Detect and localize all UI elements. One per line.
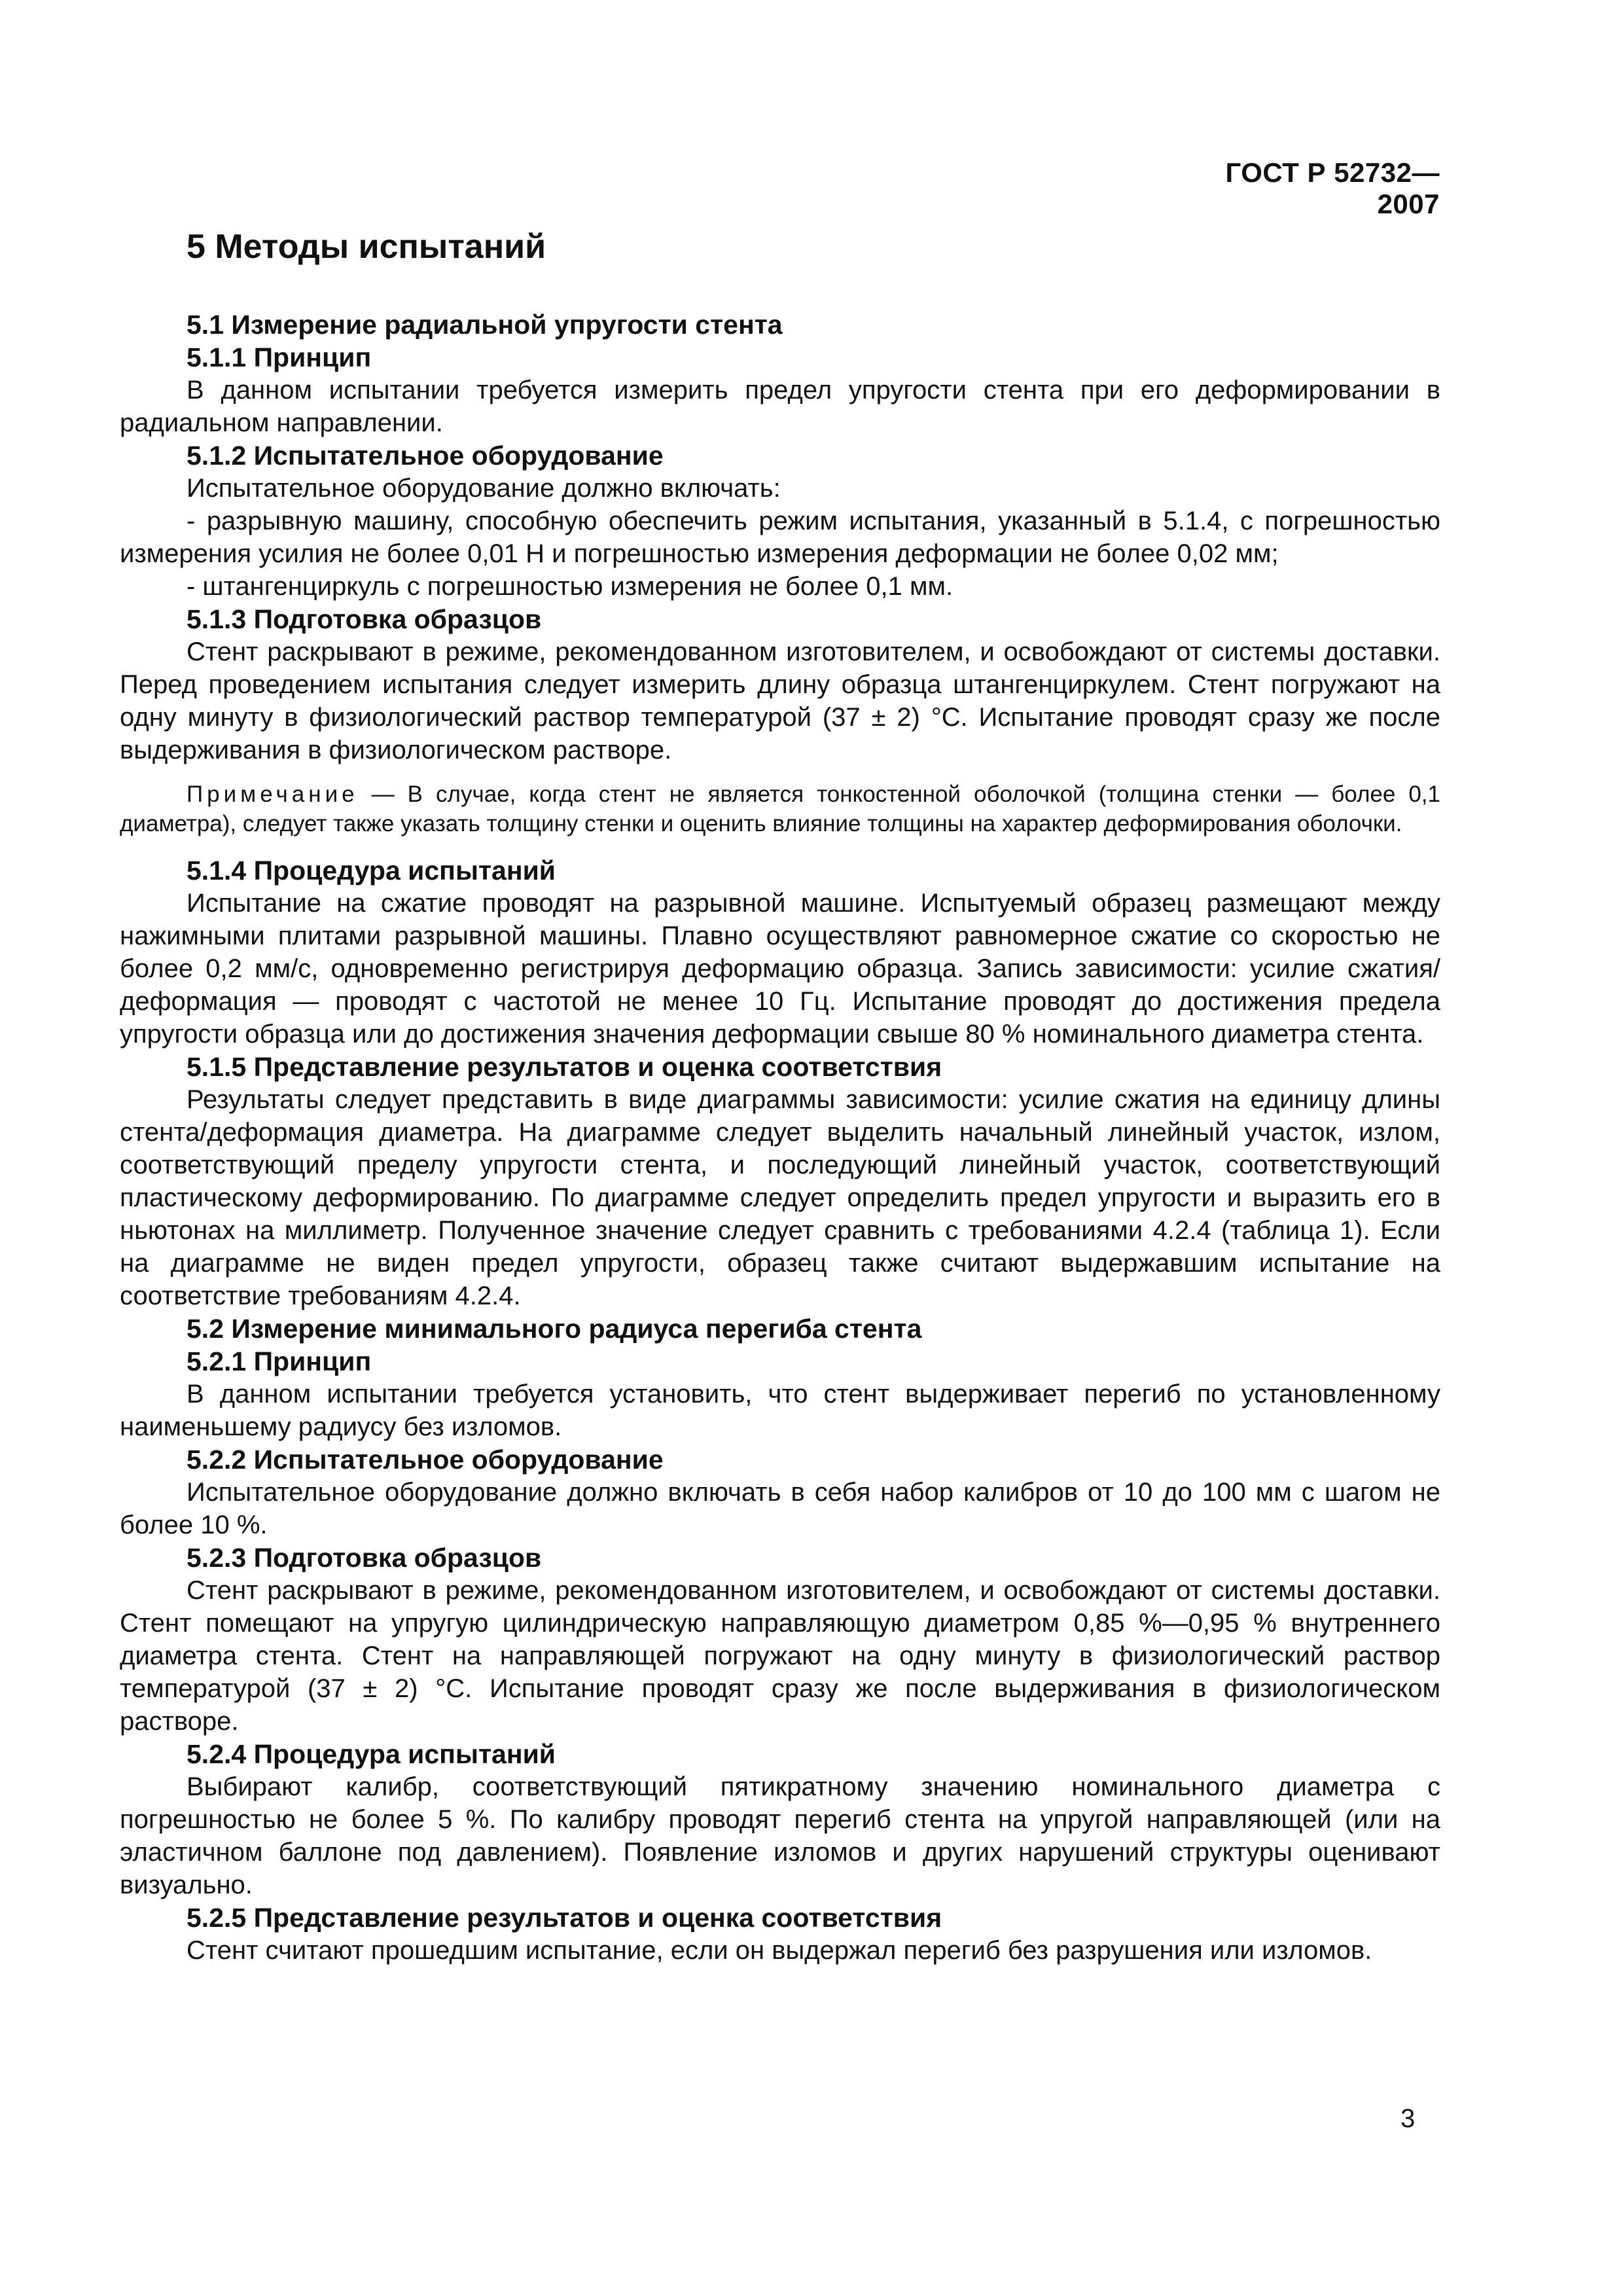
heading-5-1-5: 5.1.5 Представление результатов и оценка соответствия bbox=[187, 1052, 942, 1082]
heading-5-2-1: 5.2.1 Принцип bbox=[187, 1346, 372, 1376]
heading-5-1-1: 5.1.1 Принцип bbox=[187, 342, 372, 372]
paragraph-5-1-3: Стент раскрывают в режиме, рекомендованном изготовителем, и освобождают от системы доставки. Перед проведением испытания следует измерить длину образца штангенциркулем. Стент погружают на одну минуту в физиологический раствор температурой (37 ± 2) °С. Испытание проводят сразу же после выдерживания в физиологическом растворе. bbox=[120, 637, 1440, 764]
heading-5-2-3: 5.2.3 Подготовка образцов bbox=[187, 1543, 542, 1573]
paragraph-5-1-5: Результаты следует представить в виде диаграммы зависимости: усилие сжатия на единицу длины стента/деформация диаметра. На диаграмме следует выделить начальный линейный участок, излом, соответствующий пределу упругости стента, и последующий линейный участок, соответствующий пластическому деформированию. По диаграмме следует определить предел упругости и выразить его в ньютонах на миллиметр. Полученное значение следует сравнить с требованиями 4.2.4 (таблица 1). Если на диаграмме не виден предел упругости, образец также считают выдержавшим испытание на соответствие требованиям 4.2.4. bbox=[120, 1085, 1440, 1310]
document-code: ГОСТ Р 52732—2007 bbox=[1225, 157, 1440, 219]
paragraph-5-1-2-intro: Испытательное оборудование должно включать: bbox=[187, 474, 781, 503]
paragraph-5-2-1: В данном испытании требуется установить, что стент выдерживает перегиб по установленному наименьшему радиусу без изломов. bbox=[120, 1380, 1440, 1441]
list-item-tensile-machine: - разрывную машину, способную обеспечить режим испытания, указанный в 5.1.4, с погрешностью измерения усилия не более 0,01 Н и погрешностью измерения деформации не более 0,02 мм; bbox=[120, 507, 1440, 568]
list-item-caliper: - штангенциркуль с погрешностью измерения не более 0,1 мм. bbox=[187, 572, 954, 601]
section-title: 5 Методы испытаний bbox=[187, 228, 546, 266]
note-text: — В случае, когда стент не является тонкостенной оболочкой (толщина стенки — более 0,1 диаметра), следует также указать толщину стенки и оценить влияние толщины на характер деформирования оболочки. bbox=[120, 781, 1440, 836]
heading-5-2: 5.2 Измерение минимального радиуса перегиба стента bbox=[187, 1314, 922, 1344]
paragraph-5-1-4: Испытание на сжатие проводят на разрывной машине. Испытуемый образец размещают между нажимными плитами разрывной машины. Плавно осуществляют равномерное сжатие со скоростью не более 0,2 мм/с, одновременно регистрируя деформацию образца. Запись зависимости: усилие сжатия/деформация — проводят с частотой не менее 10 Гц. Испытание проводят до достижения предела упругости образца или до достижения значения деформации свыше 80 % номинального диаметра стента. bbox=[120, 889, 1440, 1049]
heading-5-2-5: 5.2.5 Представление результатов и оценка соответствия bbox=[187, 1903, 942, 1933]
heading-5-1-4: 5.1.4 Процедура испытаний bbox=[187, 855, 556, 886]
heading-5-2-4: 5.2.4 Процедура испытаний bbox=[187, 1739, 556, 1769]
paragraph-5-2-3: Стент раскрывают в режиме, рекомендованном изготовителем, и освобождают от системы доставки. Стент помещают на упругую цилиндрическую направляющую диаметром 0,85 %—0,95 % внутреннего диаметра стента. Стент на направляющей погружают на одну минуту в физиологический раствор температурой (37 ± 2) °С. Испытание проводят сразу же после выдерживания в физиологическом растворе. bbox=[120, 1576, 1440, 1736]
page-content bbox=[120, 226, 1440, 1967]
page-number: 3 bbox=[1400, 2104, 1416, 2133]
heading-5-1-2: 5.1.2 Испытательное оборудование bbox=[187, 440, 664, 471]
note bbox=[120, 780, 1440, 838]
note-label: Примечание bbox=[187, 781, 359, 807]
heading-5-1: 5.1 Измерение радиальной упругости стента bbox=[187, 310, 783, 340]
paragraph-5-2-4: Выбирают калибр, соответствующий пятикратному значению номинального диаметра с погрешностью не более 5 %. По калибру проводят перегиб стента на упругой направляющей (или на эластичном баллоне под давлением). Появление изломов и других нарушений структуры оценивают визуально. bbox=[120, 1772, 1440, 1899]
paragraph-5-2-2: Испытательное оборудование должно включать в себя набор калибров от 10 до 100 мм с шагом не более 10 %. bbox=[120, 1478, 1440, 1539]
paragraph-5-1-1: В данном испытании требуется измерить предел упругости стента при его деформировании в радиальном направлении. bbox=[120, 376, 1440, 437]
heading-5-2-2: 5.2.2 Испытательное оборудование bbox=[187, 1444, 664, 1475]
paragraph-5-2-5: Стент считают прошедшим испытание, если он выдержал перегиб без разрушения или изломов. bbox=[187, 1936, 1372, 1965]
heading-5-1-3: 5.1.3 Подготовка образцов bbox=[187, 604, 542, 634]
